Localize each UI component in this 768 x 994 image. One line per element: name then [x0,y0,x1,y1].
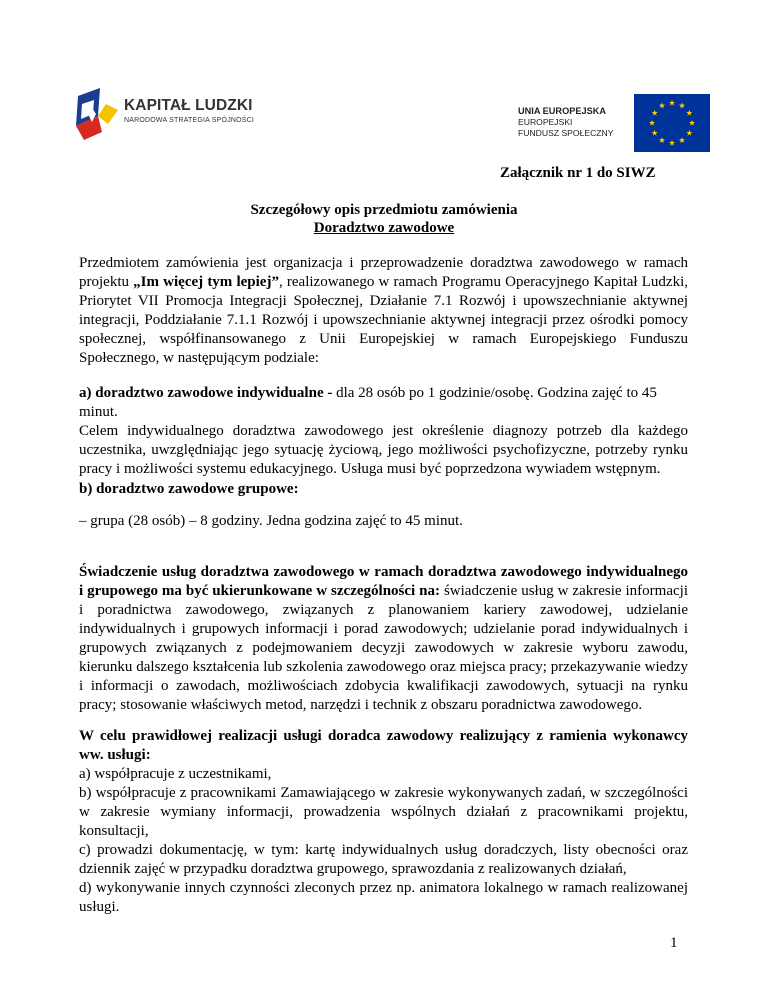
eu-star-icon [669,140,675,146]
annex-label: Załącznik nr 1 do SIWZ [500,165,656,181]
project-name: „Im więcej tym lepiej” [133,274,279,290]
eu-stars-icon [634,94,710,152]
duty-item-c: c) prowadzi dokumentację, w tym: kartę indywidualnych usług doradczych, listy obecności oraz dziennik zajęć w przypadku doradztwa grupowego, sprawozdania z realizowanych działań, [79,842,688,877]
duty-item-a: a) współpracuje z uczestnikami, [79,766,272,782]
section-a [79,384,688,479]
eu-star-icon [659,137,665,143]
intro-text-2: , realizowanego w ramach Programu Operacyjnego Kapitał Ludzki, Priorytet VII Promocja Integracji Społecznej, Działanie 7.1 Rozwój i upowszechnianie aktywnej integracji, Poddziałanie 7.1.1 Rozwój i upowszechnianie aktywnej integracji przez ośrodki pomocy społecznej, współfinansowanego z Unii Europejskiej w ramach Europejskiego Funduszu Społecznego, w następującym podziale: [79,274,689,366]
eu-star-icon [652,130,658,136]
duties-heading: W celu prawidłowej realizacji usługi doradca zawodowy realizujący z ramienia wykonawcy ww. usługi: [79,728,688,763]
section-b-item: – grupa (28 osób) – 8 godziny. Jedna godzina zajęć to 45 minut. [79,513,463,529]
intro-text-1: Przedmiotem zamówienia jest organizacja i przeprowadzenie doradztwa zawodowego w ramach projektu [79,255,688,290]
eu-flag [634,94,710,152]
duty-item-d: d) wykonywanie innych czynności zleconych przez np. animatora lokalnego w ramach realizowanej usługi. [79,880,688,915]
section-a-heading: a) doradztwo zawodowe indywidualne - [79,385,333,401]
eu-star-icon [686,110,692,116]
eu-star-icon [679,102,685,108]
eu-logo [508,88,713,158]
intro-paragraph [79,254,688,368]
duties-section [79,727,688,917]
duty-item-b: b) współpracuje z pracownikami Zamawiającego w zakresie wykonywanych zadań, w szczególności w zakresie wymiany informacji, prowadzenia wspólnych działań z pracownikami projektu, konsultacji, [79,785,688,839]
section-a-heading-rest: dla 28 osób po 1 godzinie/osobę. Godzina zajęć to 45 minut. [79,385,657,420]
eu-logo-line2: EUROPEJSKI [518,117,573,127]
services-paragraph [79,563,688,715]
document-title: Szczegółowy opis przedmiotu zamówienia [250,202,518,218]
kapital-ludzki-emblem-icon [72,86,122,142]
eu-logo-text [518,106,614,139]
eu-star-icon [679,137,685,143]
section-a-body: Celem indywidualnego doradztwa zawodowego jest określenie diagnozy potrzeb dla każdego uczestnika, uwzględniając jego sytuację życiową, jego możliwości psychofizyczne, potrzeby rynku pracy i możliwości systemu edukacyjnego. Usługa musi być poprzedzona wywiadem wstępnym. [79,423,688,477]
kapital-ludzki-title: KAPITAŁ LUDZKI [124,97,253,114]
kapital-ludzki-subtitle: NARODOWA STRATEGIA SPÓJNOŚCI [124,117,255,124]
eu-star-icon [686,130,692,136]
services-rest: świadczenie usług w zakresie informacji i poradnictwa zawodowego, związanych z planowaniem kariery zawodowej, udzielanie indywidualnych i grupowych informacji i porad zawodowych; udzielanie porad indywidualnych i grupowych związanych z podejmowaniem decyzji zawodowych w zakresie wyboru zawodu, kierunku dalszego kształcenia lub szkolenia zawodowego oraz miejsca pracy; przekazywanie wiedzy i informacji o zawodach, możliwościach zdobycia kwalifikacji zawodowych, sytuacji na rynku pracy; stosowanie właściwych metod, narzędzi i technik z obszaru poradnictwa zawodowego. [79,583,688,713]
document-subtitle: Doradztwo zawodowe [313,220,455,236]
services-bold: Świadczenie usług doradztwa zawodowego w ramach doradztwa zawodowego indywidualnego i grupowego ma być ukierunkowane w szczególności na: [79,564,688,599]
eu-logo-line3: FUNDUSZ SPOŁECZNY [518,128,614,138]
eu-star-icon [669,100,675,106]
eu-star-icon [689,120,695,126]
eu-star-icon [649,120,655,126]
kapital-ludzki-logo [72,86,272,142]
eu-star-icon [652,110,658,116]
eu-logo-line1: UNIA EUROPEJSKA [518,106,606,116]
eu-star-icon [659,102,665,108]
section-b-heading: b) doradztwo zawodowe grupowe: [79,481,299,497]
page-number: 1 [670,935,678,951]
